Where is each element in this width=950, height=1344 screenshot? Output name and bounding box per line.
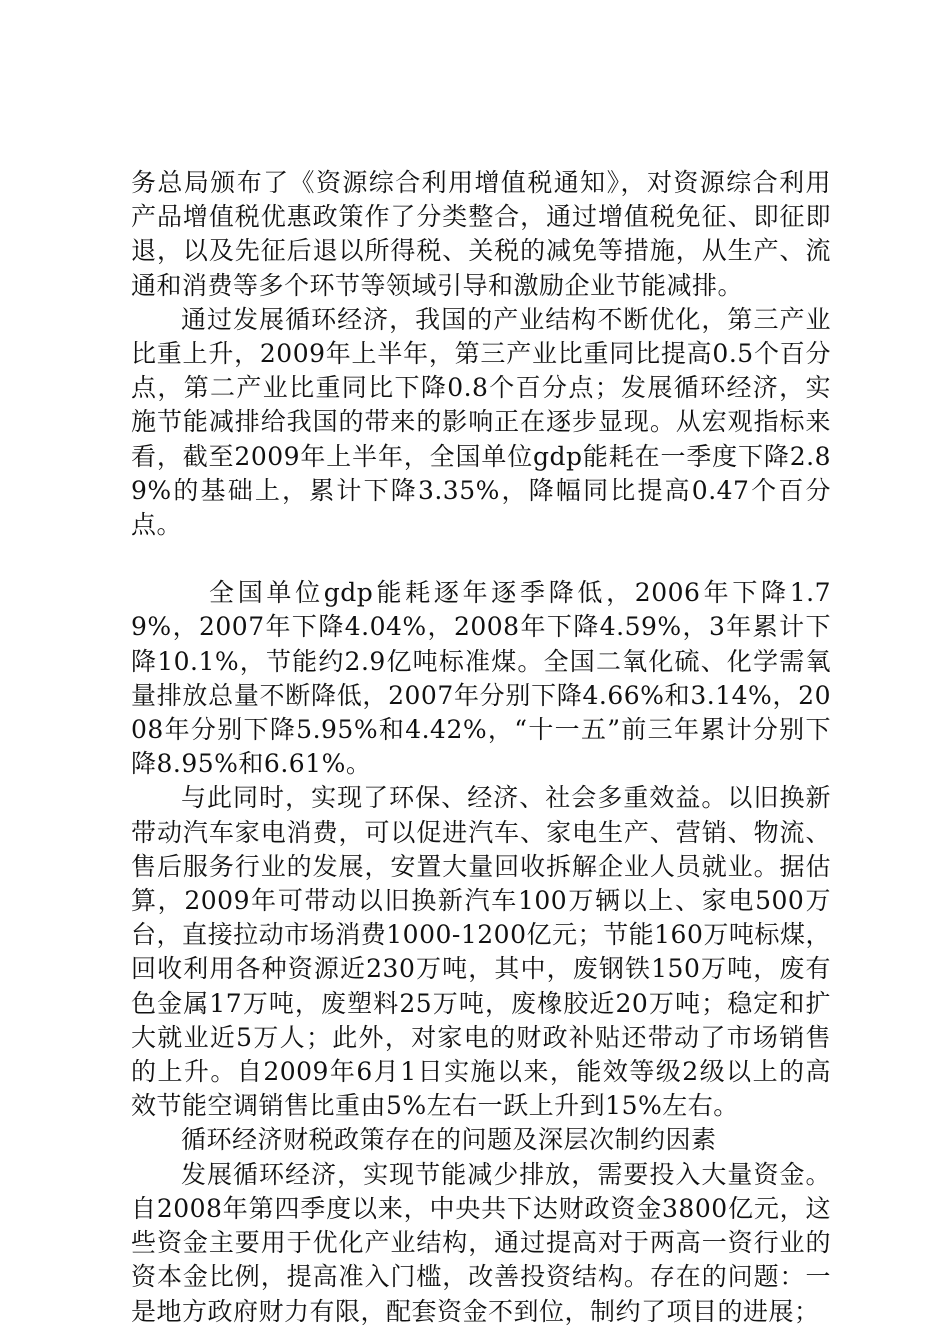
paragraph-tax-notice: 务总局颁布了《资源综合利用增值税通知》，对资源综合利用产品增值税优惠政策作了分类整合，通过增值税免征、即征即退，以及先征后退以所得税、关税的减免等措施，从生产、流通和消费等多个环节等领域引导和激励企业节能减排。	[131, 168, 831, 300]
section-heading: 循环经济财税政策存在的问题及深层次制约因素	[181, 1125, 717, 1155]
paragraph-multiple-benefits: 与此同时，实现了环保、经济、社会多重效益。以旧换新带动汽车家电消费，可以促进汽车、家电生产、营销、物流、售后服务行业的发展，安置大量回收拆解企业人员就业。据估算，2009年可带动以旧换新汽车100万辆以上、家电500万台，直接拉动市场消费1000-1200亿元；节能160万吨标煤，回收利用各种资源近230万吨，其中，废钢铁150万吨，废有色金属17万吨，废塑料25万吨，废橡胶近20万吨；稳定和扩大就业近5万人；此外，对家电的财政补贴还带动了市场销售的上升。自2009年6月1日实施以来，能效等级2级以上的高效节能空调销售比重由5%左右一跃上升到15%左右。	[131, 783, 831, 1121]
paragraph-energy-consumption: 全国单位gdp能耗逐年逐季降低，2006年下降1.79%，2007年下降4.04%，2008年下降4.59%，3年累计下降10.1%，节能约2.9亿吨标准煤。全国二氧化硫、化学需氧量排放总量不断降低，2007年分别下降4.66%和3.14%，2008年分别下降5.95%和4.42%，“十一五”前三年累计分别下降8.95%和6.61%。	[131, 578, 831, 779]
paragraph-funding-problems: 发展循环经济，实现节能减少排放，需要投入大量资金。自2008年第四季度以来，中央共下达财政资金3800亿元，这些资金主要用于优化产业结构，通过提高对于两高一资行业的资本金比例，提高准入门槛，改善投资结构。存在的问题：一是地方政府财力有限，配套资金不到位，制约了项目的进展；	[131, 1159, 831, 1326]
paragraph-spacer	[131, 542, 831, 576]
paragraph-industry-structure: 通过发展循环经济，我国的产业结构不断优化，第三产业比重上升，2009年上半年，第三产业比重同比提高0.5个百分点，第二产业比重同比下降0.8个百分点；发展循环经济，实施节能减排给我国的带来的影响正在逐步显现。从宏观指标来看，截至2009年上半年，全国单位gdp能耗在一季度下降2.89%的基础上，累计下降3.35%，降幅同比提高0.47个百分点。	[131, 304, 831, 540]
document-body	[131, 166, 831, 1329]
